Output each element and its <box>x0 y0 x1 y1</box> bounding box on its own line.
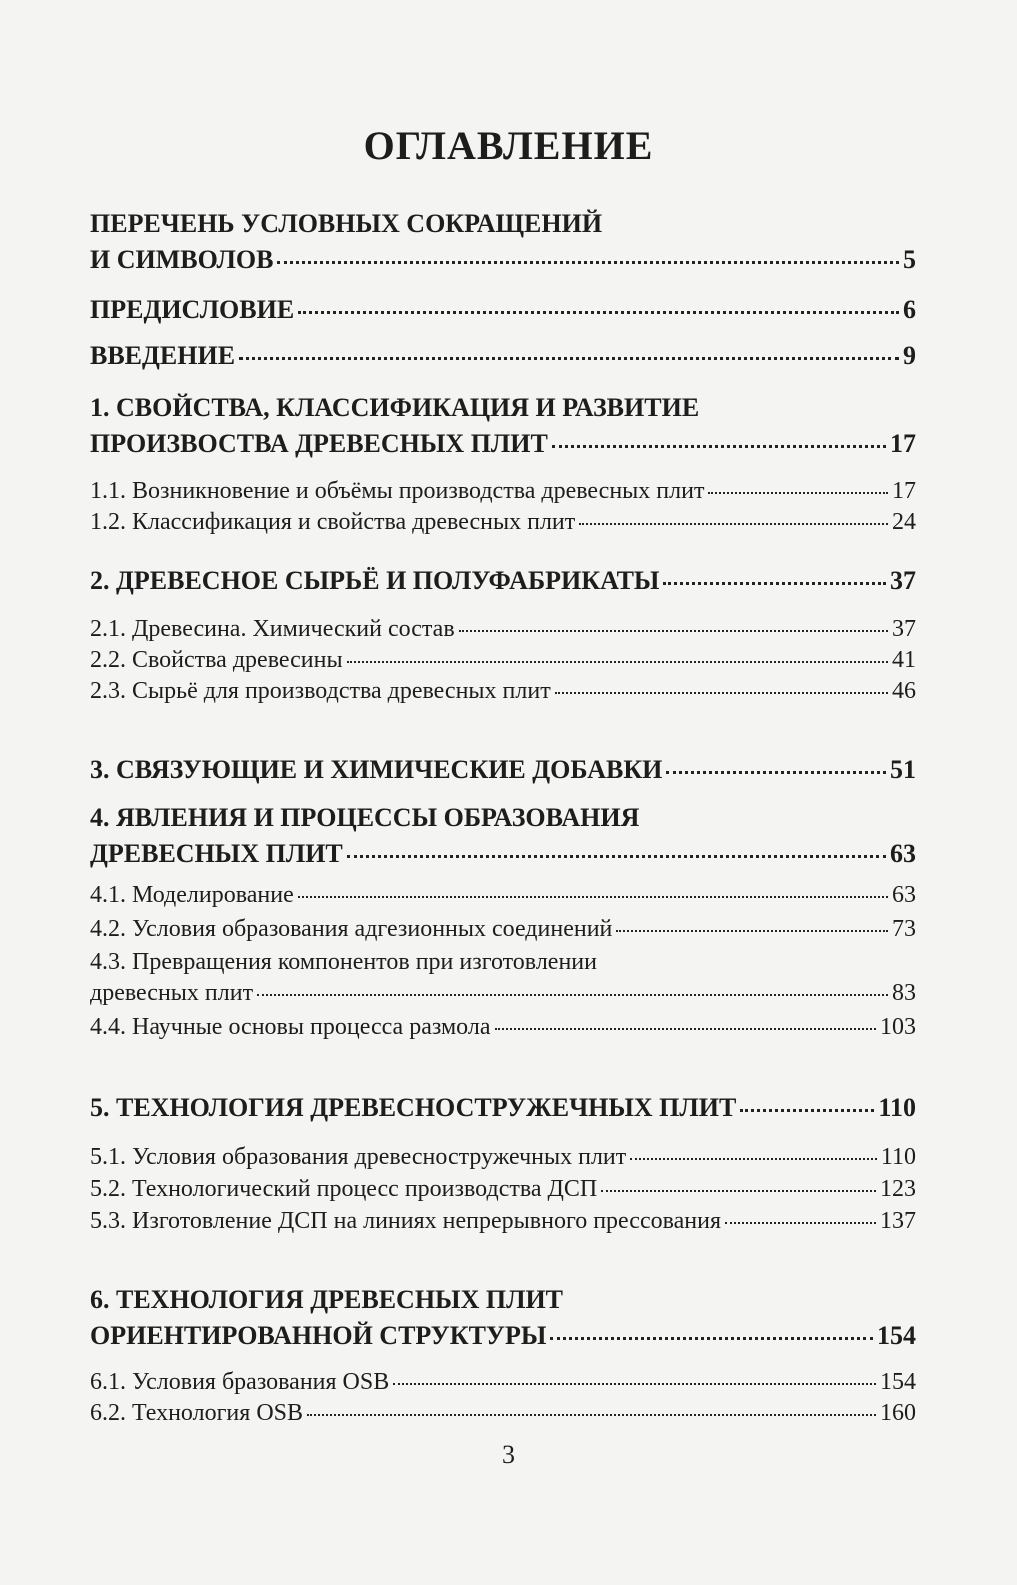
dot-leader <box>347 855 886 858</box>
toc-entry-text: древесных плит <box>90 980 254 1006</box>
toc-entry-section-4-4[interactable] <box>90 1012 916 1043</box>
toc-entry-section-4-1[interactable] <box>90 880 916 911</box>
toc-entry-text: ДРЕВЕСНЫХ ПЛИТ <box>90 839 343 868</box>
toc-entry-text: 4.2. Условия образования адгезионных соединений <box>90 916 613 942</box>
toc-entry-chapter-2[interactable] <box>90 563 916 599</box>
toc-entry-page: 154 <box>880 1369 916 1395</box>
toc-entry-section-5-3[interactable] <box>90 1206 916 1237</box>
toc-entry-abbreviations[interactable] <box>90 206 916 278</box>
toc-entry-section-6-1[interactable] <box>90 1367 916 1398</box>
dot-leader <box>663 582 886 585</box>
toc-entry-text: 1.1. Возникновение и объёмы производства древесных плит <box>90 478 705 504</box>
toc-entry-text: 6.1. Условия бразования OSB <box>90 1369 390 1395</box>
dot-leader <box>579 523 888 525</box>
toc-entry-section-5-1[interactable] <box>90 1142 916 1173</box>
toc-entry-page: 154 <box>877 1321 916 1350</box>
toc-entry-text-line1: 1. СВОЙСТВА, КЛАССИФИКАЦИЯ И РАЗВИТИЕ <box>90 393 700 422</box>
toc-entry-text: 2.3. Сырьё для производства древесных плит <box>90 678 551 704</box>
dot-leader <box>393 1383 876 1385</box>
dot-leader <box>239 357 899 360</box>
toc-entry-page: 37 <box>890 566 916 595</box>
dot-leader <box>708 492 888 494</box>
dot-leader <box>298 311 899 314</box>
toc-entry-chapter-6[interactable] <box>90 1282 916 1354</box>
toc-entry-page: 73 <box>892 916 916 942</box>
toc-entry-page: 83 <box>892 980 916 1006</box>
dot-leader <box>459 630 888 632</box>
toc-entry-page: 51 <box>890 755 916 784</box>
toc-entry-page: 9 <box>903 341 916 370</box>
dot-leader <box>277 261 899 264</box>
toc-entry-page: 6 <box>903 295 916 324</box>
toc-entry-text: 2.2. Свойства древесины <box>90 647 343 673</box>
toc-entry-chapter-3[interactable] <box>90 752 916 788</box>
toc-entry-text: 2.1. Древесина. Химический состав <box>90 616 455 642</box>
toc-entry-page: 110 <box>880 1144 916 1170</box>
toc-entry-page: 63 <box>890 839 916 868</box>
toc-entry-text: 5.3. Изготовление ДСП на линиях непрерывного прессования <box>90 1208 721 1234</box>
dot-leader <box>666 771 886 774</box>
page-title: ОГЛАВЛЕНИЕ <box>363 123 654 168</box>
toc-entry-page: 24 <box>892 509 916 535</box>
toc-entry-chapter-1[interactable] <box>90 390 916 462</box>
toc-entry-section-5-2[interactable] <box>90 1174 916 1205</box>
toc-entry-section-4-3[interactable] <box>90 947 916 1009</box>
toc-entry-page: 137 <box>880 1208 916 1234</box>
dot-leader <box>725 1222 876 1224</box>
toc-entry-text: 5.2. Технологический процесс производства ДСП <box>90 1176 598 1202</box>
toc-entry-text: ВВЕДЕНИЕ <box>90 341 236 370</box>
toc-entry-text: ОРИЕНТИРОВАННОЙ СТРУКТУРЫ <box>90 1321 547 1350</box>
toc-entry-section-4-2[interactable] <box>90 914 916 945</box>
dot-leader <box>307 1414 876 1416</box>
toc-entry-page: 160 <box>880 1400 916 1426</box>
dot-leader <box>630 1158 877 1160</box>
toc-entry-introduction[interactable] <box>90 338 916 374</box>
dot-leader <box>555 692 888 694</box>
toc-entry-text: 3. СВЯЗУЮЩИЕ И ХИМИЧЕСКИЕ ДОБАВКИ <box>90 755 663 784</box>
toc-entry-page: 37 <box>892 616 916 642</box>
toc-entry-text: 4.1. Моделирование <box>90 882 294 908</box>
toc-entry-text: 5.1. Условия образования древесностружечных плит <box>90 1144 627 1170</box>
toc-entry-page: 123 <box>880 1176 916 1202</box>
toc-entry-page: 5 <box>903 245 916 274</box>
dot-leader <box>550 1337 873 1340</box>
toc-entry-chapter-5[interactable] <box>90 1090 916 1126</box>
toc-entry-section-2-1[interactable] <box>90 614 916 645</box>
toc-entry-text-line1: 4. ЯВЛЕНИЯ И ПРОЦЕССЫ ОБРАЗОВАНИЯ <box>90 803 640 832</box>
toc-entry-text: ПРОИЗВОСТВА ДРЕВЕСНЫХ ПЛИТ <box>90 429 548 458</box>
toc-entry-section-1-2[interactable] <box>90 507 916 538</box>
toc-entry-text-line1: 4.3. Превращения компонентов при изготовлении <box>90 949 597 975</box>
toc-entry-page: 46 <box>892 678 916 704</box>
toc-entry-page: 17 <box>892 478 916 504</box>
toc-entry-section-1-1[interactable] <box>90 476 916 507</box>
toc-entry-chapter-4[interactable] <box>90 800 916 872</box>
dot-leader <box>552 445 886 448</box>
dot-leader <box>740 1109 874 1112</box>
page-number: 3 <box>502 1440 515 1469</box>
dot-leader <box>298 896 888 898</box>
dot-leader <box>601 1190 876 1192</box>
dot-leader <box>257 994 888 996</box>
toc-entry-page: 41 <box>892 647 916 673</box>
toc-entry-page: 63 <box>892 882 916 908</box>
toc-entry-text: 6.2. Технология OSB <box>90 1400 303 1426</box>
dot-leader <box>495 1028 877 1030</box>
toc-entry-text: ПРЕДИСЛОВИЕ <box>90 295 295 324</box>
toc-entry-page: 17 <box>890 429 916 458</box>
toc-entry-text: 5. ТЕХНОЛОГИЯ ДРЕВЕСНОСТРУЖЕЧНЫХ ПЛИТ <box>90 1093 737 1122</box>
toc-entry-text-line1: ПЕРЕЧЕНЬ УСЛОВНЫХ СОКРАЩЕНИЙ <box>90 209 603 238</box>
toc-entry-text-line1: 6. ТЕХНОЛОГИЯ ДРЕВЕСНЫХ ПЛИТ <box>90 1285 564 1314</box>
toc-entry-section-6-2[interactable] <box>90 1398 916 1429</box>
toc-entry-section-2-2[interactable] <box>90 645 916 676</box>
toc-entry-text: 1.2. Классификация и свойства древесных плит <box>90 509 576 535</box>
dot-leader <box>347 661 888 663</box>
toc-entry-page: 110 <box>878 1093 916 1122</box>
toc-entry-text: И СИМВОЛОВ <box>90 245 274 274</box>
toc-entry-section-2-3[interactable] <box>90 676 916 707</box>
toc-entry-preface[interactable] <box>90 292 916 328</box>
toc-entry-text: 2. ДРЕВЕСНОЕ СЫРЬЁ И ПОЛУФАБРИКАТЫ <box>90 566 660 595</box>
toc-entry-page: 103 <box>880 1014 916 1040</box>
toc-entry-text: 4.4. Научные основы процесса размола <box>90 1014 491 1040</box>
dot-leader <box>616 930 888 932</box>
